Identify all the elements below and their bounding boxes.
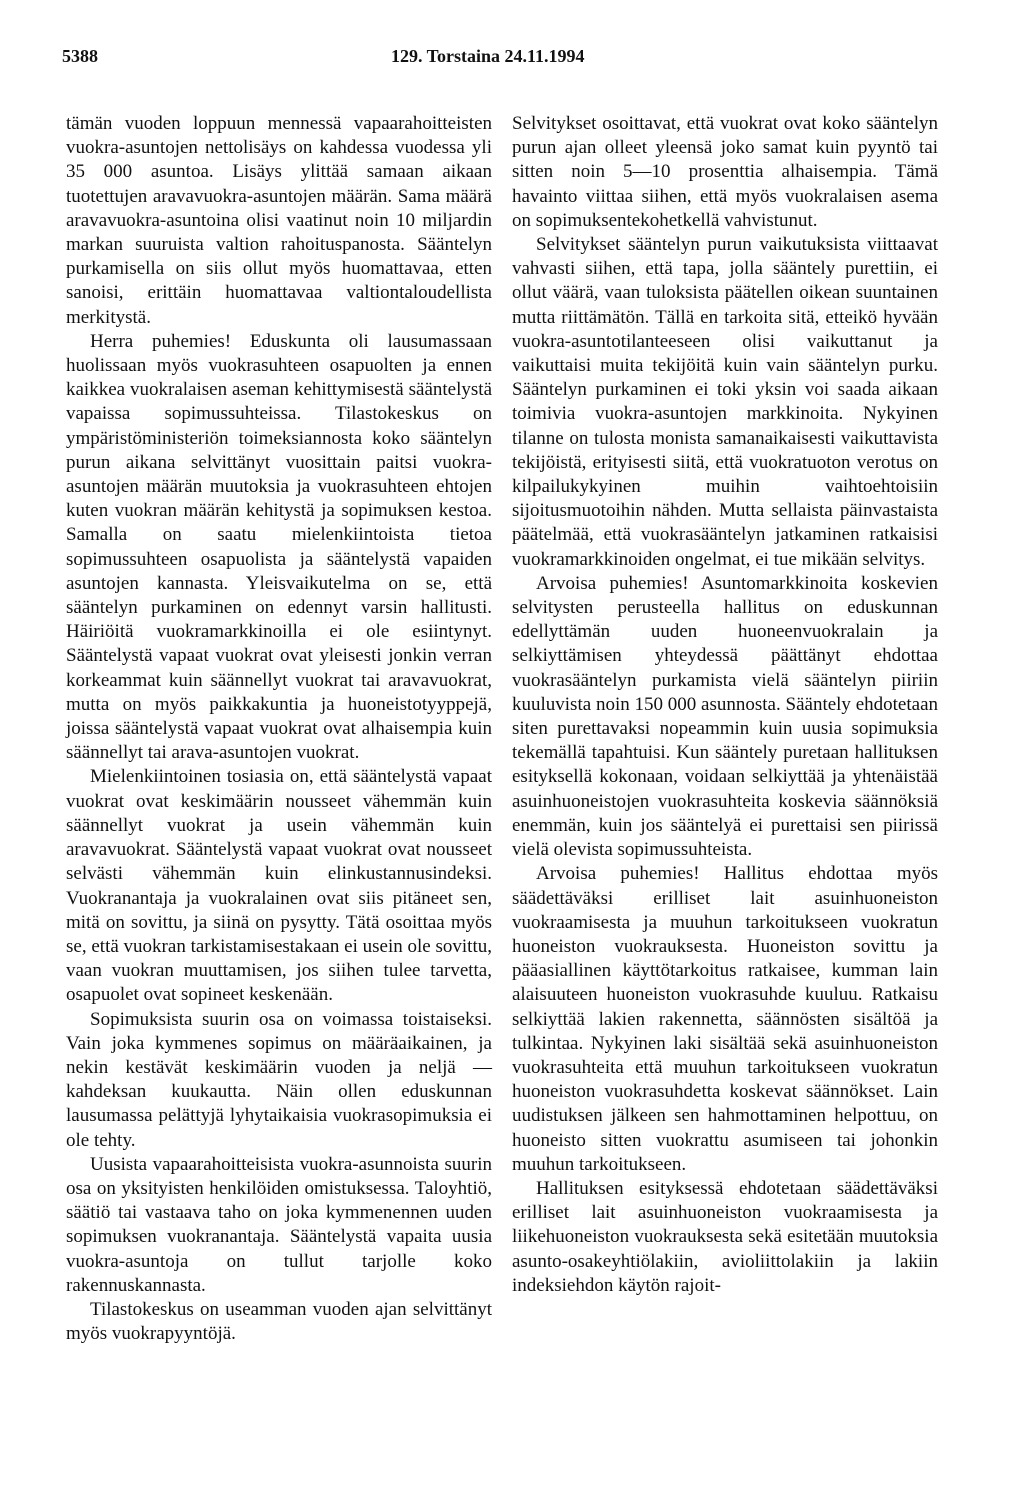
paragraph: Sopimuksista suurin osa on voimassa toistaiseksi. Vain joka kymmenes sopimus on määräaikainen, ja nekin kestävät keskimäärin vuoden ja neljä — kahdeksan kuukautta. Näin ollen eduskunnan lausumassa pelättyjä lyhytaikaisia vuokrasopimuksia ei ole tehty. (66, 1008, 492, 1151)
paragraph: Tilastokeskus on useamman vuoden ajan selvittänyt myös vuokrapyyntöjä. (66, 1298, 492, 1345)
left-column (66, 112, 492, 1346)
paragraph: Selvitykset osoittavat, että vuokrat ovat koko sääntelyn purun ajan olleet yleensä joko samat kuin pyyntö tai sitten noin 5—10 prosenttia alhaisempia. Tämä havainto viittaa siihen, että myös vuokralaisen asema on sopimuksentekohetkellä vahvistunut. (512, 113, 938, 231)
page-number: 5388 (62, 46, 98, 66)
paragraph: Uusista vapaarahoitteisista vuokra-asunnoista suurin osa on yksityisten henkilöiden omistuksessa. Taloyhtiö, säätiö tai vastaava taho on joka kymmenennen uuden sopimuksen vuokranantaja. Sääntelystä vapaita uusia vuokra-asuntoja on tullut tarjolle koko rakennuskannasta. (66, 1153, 492, 1296)
paragraph: Selvitykset sääntelyn purun vaikutuksista viittaavat vahvasti siihen, että tapa, jolla sääntely purettiin, ei ollut väärä, vaan tuloksista päätellen oikean suuntainen mutta riittämätön. Tällä en tarkoita sitä, etteikö hyvään vuokra-asuntotilanteeseen olisi vaikuttanut ja vaikuttaisi muita tekijöitä kuin vain sääntelyn purku. Sääntelyn purkaminen ei toki yksin voi saada aikaan toimivia vuokra-asuntojen markkinoita. Nykyinen tilanne on tulosta monista samanaikaisesti vaikuttavista tekijöistä, erityisesti siitä, että vuokratuoton verotus on kilpailukykyinen muihin vaihtoehtoisiin sijoitusmuotoihin nähden. Mutta sellaista päinvastaista päätelmää, että vuokrasääntelyn jatkaminen ratkaisisi vuokramarkkinoiden ongelmat, ei tue mikään selvitys. (512, 234, 938, 570)
right-column (512, 112, 938, 1298)
session-title: 129. Torstaina 24.11.1994 (391, 46, 585, 66)
paragraph: Mielenkiintoinen tosiasia on, että sääntelystä vapaat vuokrat ovat keskimäärin nousseet vähemmän kuin säännellyt vuokrat ja usein vähemmän kuin aravavuokrat. Sääntelystä vapaat vuokrat ovat nousseet selvästi vähemmän kuin elinkustannusindeksi. Vuokranantaja ja vuokralainen ovat siis pitäneet sen, mitä on sovittu, ja siinä on pysytty. Tätä osoittaa myös se, että vuokran tarkistamisestakaan ei usein ole sovittu, vaan vuokran muuttamisen, jos siihen tulee tarvetta, osapuolet ovat sopineet keskenään. (66, 766, 492, 1006)
paragraph: Hallituksen esityksessä ehdotetaan säädettäväksi erilliset lait asuinhuoneiston vuokraamisesta ja liikehuoneiston vuokrauksesta sekä esitetään muutoksia asunto-osakeyhtiölakiin, avioliittolakiin ja lakiin indeksiehdon käytön rajoit- (512, 1177, 938, 1296)
paragraph: tämän vuoden loppuun mennessä vapaarahoitteisten vuokra-asuntojen nettolisäys on kahdessa vuodessa yli 35 000 asuntoa. Lisäys ylittää samaan aikaan tuotettujen aravavuokra-asuntojen määrän. Sama määrä aravavuokra-asuntoina olisi vaatinut noin 10 miljardin markan suuruista valtion rahoituspanosta. Sääntelyn purkamisella on siis ollut myös huomattavaa, etten sanoisi, erittäin huomattavaa valtiontaloudellista merkitystä. (66, 113, 492, 328)
paragraph: Arvoisa puhemies! Hallitus ehdottaa myös säädettäväksi erilliset lait asuinhuoneiston vuokraamisesta ja muuhun tarkoitukseen vuokratun huoneiston vuokrauksesta. Huoneiston sovittu ja pääasiallinen käyttötarkoitus ratkaisee, kumman lain alaisuuteen huoneiston vuokrasuhde kuuluu. Ratkaisu selkiyttää lakien rakennetta, säännösten sisältöä ja tulkintaa. Nykyinen laki sisältää sekä asuinhuoneiston vuokrasuhteita että muuhun tarkoitukseen vuokratun huoneiston vuokrasuhdetta koskevat säännökset. Lain uudistuksen jälkeen sen hahmottaminen helpottuu, on huoneisto sitten vuokrattu asumiseen tai johonkin muuhun tarkoitukseen. (512, 863, 938, 1175)
paragraph: Herra puhemies! Eduskunta oli lausumassaan huolissaan myös vuokrasuhteen osapuolten ja ennen kaikkea vuokralaisen aseman kehittymisestä sääntelystä vapaissa sopimussuhteissa. Tilastokeskus on ympäristöministeriön toimeksiannosta koko sääntelyn purun aikana selvittänyt vuosittain paitsi vuokra-asuntojen määrän muutoksia ja vuokrasuhteen ehtojen kuten vuokran määrän kehitystä ja sopimuksen kestoa. Samalla on saatu mielenkiintoista tietoa sopimussuhteen osapuolista ja sääntelystä vapaiden asuntojen kannasta. Yleisvaikutelma on se, että sääntelyn purkaminen on edennyt varsin hallitusti. Häiriöitä vuokramarkkinoilla ei ole esiintynyt. Sääntelystä vapaat vuokrat ovat yleisesti jonkin verran korkeammat kuin säännellyt vuokrat tai aravavuokrat, mutta on myös paikkakuntia ja huoneistotyyppejä, joissa sääntelystä vapaat vuokrat ovat alhaisempia kuin säännellyt tai arava-asuntojen vuokrat. (66, 330, 492, 764)
page-header (62, 46, 962, 72)
paragraph: Arvoisa puhemies! Asuntomarkkinoita koskevien selvitysten perusteella hallitus on eduskunnan edellyttämän uuden huoneenvuokralain ja selkiyttämisen yhteydessä päättänyt ehdottaa vuokrasääntelyn purkamista vielä sääntelyn piiriin kuuluvista noin 150 000 asunnosta. Sääntely ehdotetaan siten purettavaksi nopeammin kuin uusia sopimuksia tekemällä tapahtuisi. Kun sääntely puretaan hallituksen esityksellä kokonaan, voidaan selkiyttää ja yhtenäistää asuinhuoneistojen vuokrasuhteita koskevia säännöksiä enemmän, kuin jos sääntelyä ei purettaisi sen piirissä vielä olevista sopimussuhteista. (512, 572, 938, 861)
